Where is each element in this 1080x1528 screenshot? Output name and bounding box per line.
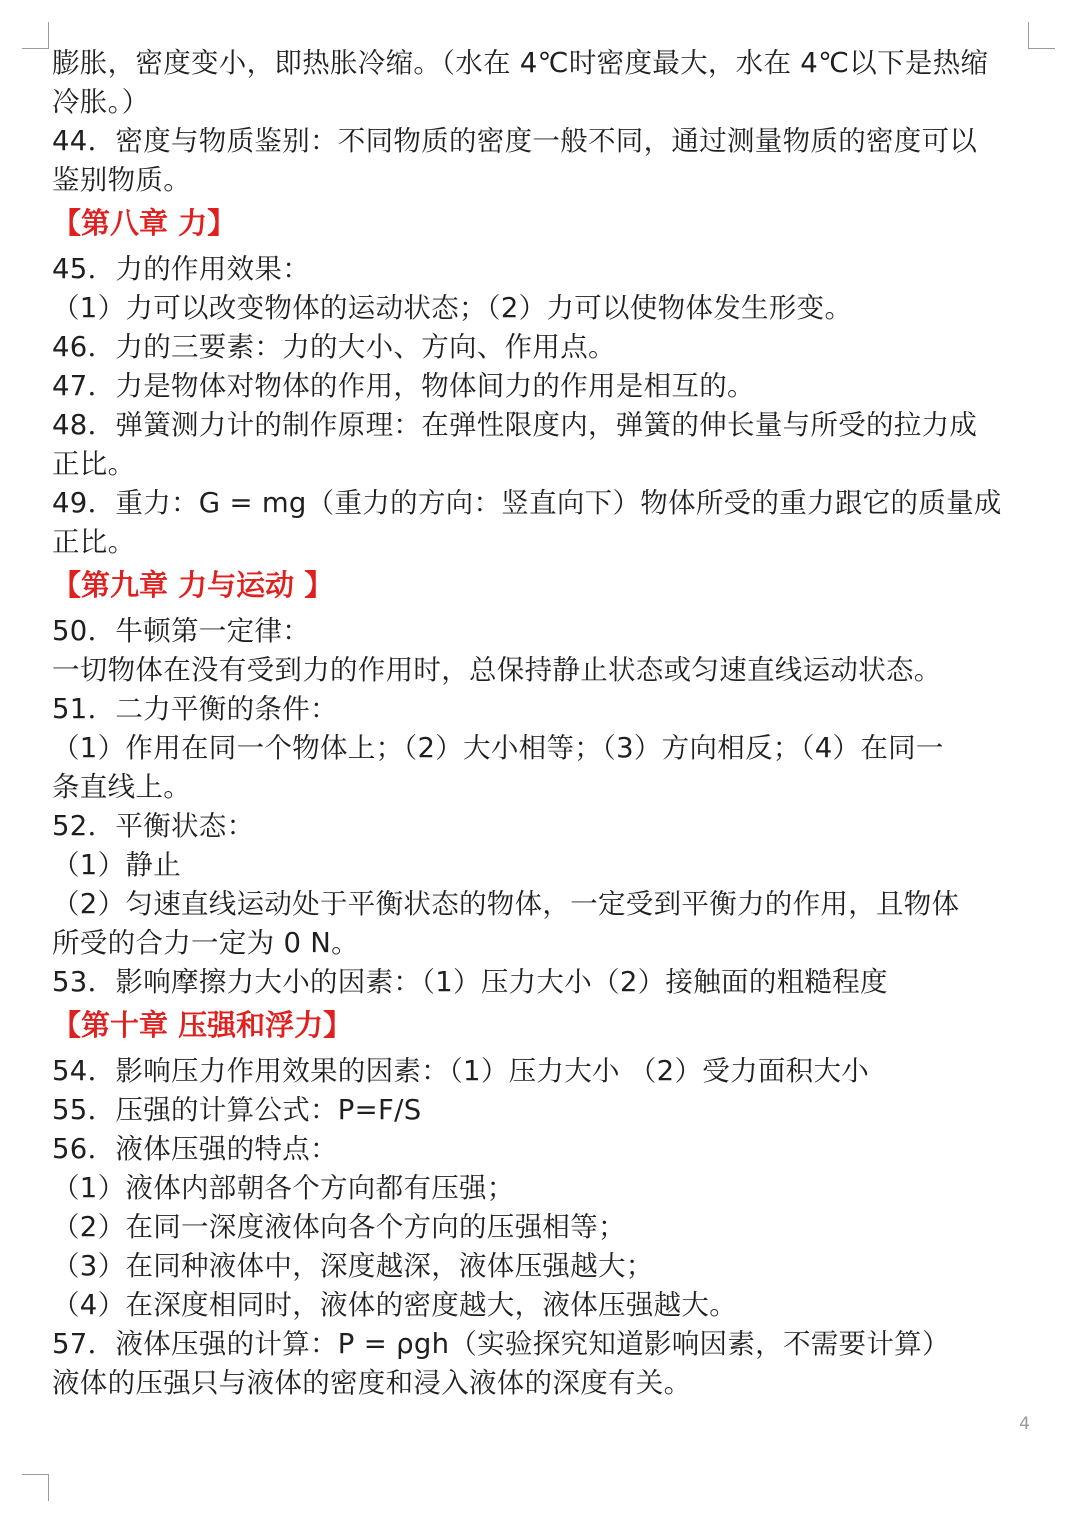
text-line: 50．牛顿第一定律： (52, 615, 310, 647)
crop-mark-top-right (1028, 22, 1055, 49)
text-line: 46．力的三要素：力的大小、方向、作用点。 (52, 331, 616, 363)
text-line: （3）在同种液体中，深度越深，液体压强越大； (52, 1250, 654, 1282)
text-line: 49．重力：G = mg（重力的方向：竖直向下）物体所受的重力跟它的质量成 (52, 487, 1002, 519)
text-line: 56．液体压强的特点： (52, 1133, 338, 1165)
page-number: 4 (1019, 1414, 1030, 1434)
text-line: 正比。 (52, 526, 136, 558)
text-line: 膨胀，密度变小，即热胀冷缩。（水在 4℃时密度最大，水在 4℃以下是热缩 (52, 47, 989, 79)
text-line: （2）在同一深度液体向各个方向的压强相等； (52, 1211, 626, 1243)
chapter-heading-10: 【第十章 压强和浮力】 (52, 1008, 353, 1042)
text-line: （2）匀速直线运动处于平衡状态的物体，一定受到平衡力的作用，且物体 (52, 888, 960, 920)
document-body (52, 44, 1032, 1403)
chapter-heading-8: 【第八章 力】 (52, 206, 237, 240)
text-line: 57．液体压强的计算：P = ρgh（实验探究知道影响因素，不需要计算） (52, 1328, 950, 1360)
text-line: 45．力的作用效果： (52, 253, 310, 285)
text-line: （4）在深度相同时，液体的密度越大，液体压强越大。 (52, 1289, 737, 1321)
text-line: （1）静止 (52, 849, 181, 881)
text-line: （1）力可以改变物体的运动状态；（2）力可以使物体发生形变。 (52, 292, 853, 324)
text-line: 冷胀。） (52, 86, 150, 118)
text-line: （1）液体内部朝各个方向都有压强； (52, 1172, 515, 1204)
crop-mark-bottom-left (22, 1474, 49, 1501)
text-line: 53．影响摩擦力大小的因素：（1）压力大小（2）接触面的粗糙程度 (52, 966, 888, 998)
text-line: 液体的压强只与液体的密度和浸入液体的深度有关。 (52, 1367, 692, 1399)
text-line: 条直线上。 (52, 771, 191, 803)
text-line: 52．平衡状态： (52, 810, 255, 842)
chapter-heading-9: 【第九章 力与运动 】 (52, 568, 334, 602)
text-line: 一切物体在没有受到力的作用时，总保持静止状态或匀速直线运动状态。 (52, 654, 942, 686)
text-line: 54．影响压力作用效果的因素：（1）压力大小 （2）受力面积大小 (52, 1055, 870, 1087)
text-line: 47．力是物体对物体的作用，物体间力的作用是相互的。 (52, 370, 755, 402)
text-line: 48．弹簧测力计的制作原理：在弹性限度内，弹簧的伸长量与所受的拉力成 (52, 409, 978, 441)
text-line: 55．压强的计算公式：P=F/S (52, 1094, 422, 1126)
text-line: 正比。 (52, 448, 136, 480)
text-line: 51．二力平衡的条件： (52, 693, 338, 725)
crop-mark-top-left (22, 22, 49, 49)
text-line: 44．密度与物质鉴别：不同物质的密度一般不同，通过测量物质的密度可以 (52, 125, 978, 157)
text-line: 鉴别物质。 (52, 164, 191, 196)
text-line: （1）作用在同一个物体上；（2）大小相等；（3）方向相反；（4）在同一 (52, 732, 944, 764)
text-line: 所受的合力一定为 0 N。 (52, 927, 359, 959)
